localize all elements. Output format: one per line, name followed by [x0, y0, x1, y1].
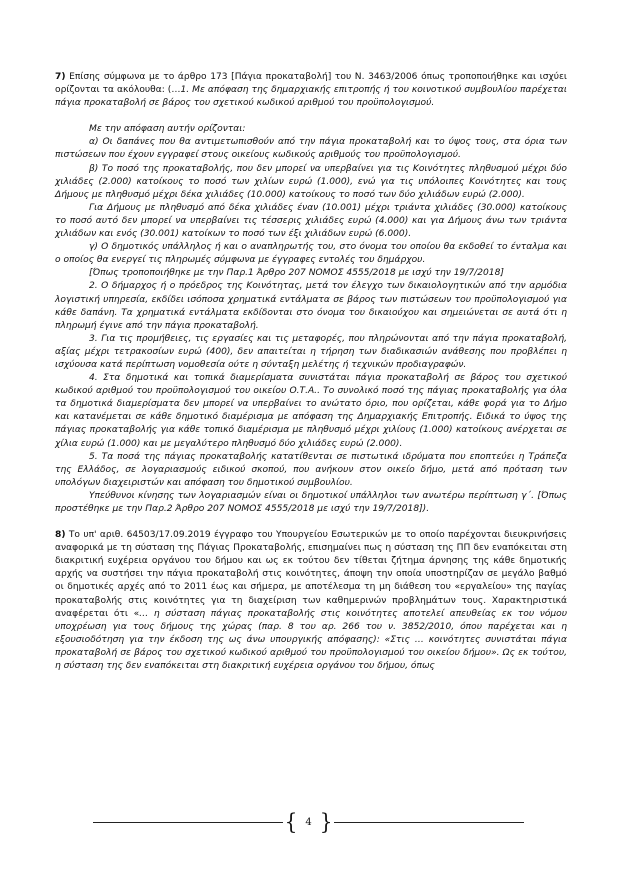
- item-8-paragraph: [55, 529, 567, 673]
- item-7-intro-text: Επίσης σύμφωνα με το άρθρο 173 [Πάγια προκαταβολή] του Ν. 3463/2006 όπως τροποποιήθηκε και ισχύει ορίζονται τα ακόλουθα: (…: [55, 72, 567, 96]
- footer-rule-left: [93, 822, 283, 823]
- item-7-para-3: β) Το ποσό της προκαταβολής, που δεν μπορεί να υπερβαίνει για τις Κοινότητες πληθυσμού μέχρι δύο χιλιάδες (2.000) κατοίκους το ποσό των χιλίων ευρώ (1.000), ενώ για τις υπόλοιπες Κοινότητες και τους Δήμους με πληθυσμό μέχρι δέκα χιλιάδες (10.000) κατοίκους το ποσό των δύο χιλιάδων ευρώ (2.000).: [55, 163, 567, 200]
- item-8-text: Το υπ' αριθ. 64503/17.09.2019 έγγραφο του Υπουργείου Εσωτερικών με το οποίο παρέχονται διευκρινήσεις αναφορικά με τη σύσταση της Πάγιας Προκαταβολής, επισημαίνει πως η σύσταση της ΠΠ δεν εναπόκειται στη διακριτική ευχέρεια οργάνου του δήμου και ως εκ τούτου δεν τίθεται ζήτημα άρνησης της κάθε δημοτικής αρχής να συστήσει την πάγια προκαταβολή στις κοινότητες, άποψη την οποία υποστηρίζαν σε μεγάλο βαθμό οι δημοτικές αρχές από το 2011 έως και σήμερα, με αποτέλεσμα τη μη διάθεση του «εργαλείου» της παγίας προκαταβολής στις κοινότητες για τη διαχείριση των καθημερινών προβλημάτων τους. Χαρακτηριστικά αναφέρεται ότι «: [55, 530, 567, 619]
- item-7-para-2: α) Οι δαπάνες που θα αντιμετωπισθούν από την πάγια προκαταβολή και το ύψος τους, στα όρια των πιστώσεων που έχουν εγγραφεί στους οικείους κωδικούς αριθμούς του προϋπολογισμού.: [55, 137, 567, 161]
- item-7-para-11: Υπεύθυνοι κίνησης των λογαριασμών είναι οι δημοτικοί υπάλληλοι των ανωτέρω περίπτωση γ΄. [Όπως προστέθηκε με την Παρ.2 Άρθρο 207 ΝΟΜΟΣ 4555/2018 με ισχύ την 19/7/2018]).: [55, 490, 567, 514]
- left-brace-ornament: {: [284, 808, 298, 836]
- item-7-number: 7): [55, 72, 66, 82]
- item-7-para-4: Για Δήμους με πληθυσμό από δέκα χιλιάδες έναν (10.001) μέχρι τριάντα χιλιάδες (30.000) κατοίκους το ποσό αυτό δεν μπορεί να υπερβαίνει τις τέσσερις χιλιάδες ευρώ (4.000) και για Δήμους άνω των τριάντα χιλιάδων και ενός (30.001) κατοίκων το ποσό των έξι χιλιάδων ευρώ (6.000).: [55, 202, 567, 240]
- item-8-quote: … η σύσταση πάγιας προκαταβολής στις κοινότητες αποτελεί απευθείας εκ του νόμου υποχρέωση για τους δήμους της χώρας (παρ. 8 του αρ. 266 του ν. 3852/2010, όπου παρέχεται και η εξουσιοδότηση για την έκδοση της ως άνω υπουργικής απόφασης): «Στις … κοινότητες συνιστάται πάγια προκαταβολή σε βάρος του σχετικού κωδικού αριθμού του προϋπολογισμού του οικείου δήμου». Ως εκ τούτου, η σύσταση της δεν εναπόκειται στη διακριτική ευχέρεια οργάνου του δήμου, όπως: [55, 608, 567, 672]
- item-7-para-8: 3. Για τις προμήθειες, τις εργασίες και τις μεταφορές, που πληρώνονται από την πάγια προκαταβολή, αξίας μέχρι τετρακοσίων ευρώ (400), δεν απαιτείται η τήρηση των διαδικασιών ανάθεσης που προβλέπει η ισχύουσα κατά περίπτωση νομοθεσία ούτε η σύνταξη μελέτης ή τεχνικών προδιαγραφών.: [55, 333, 567, 370]
- item-7-para-9: 4. Στα δημοτικά και τοπικά διαμερίσματα συνιστάται πάγια προκαταβολή σε βάρος του σχετικού κωδικού αριθμού του προϋπολογισμού του οικείου Ο.Τ.Α.. Το συνολικό ποσό της πάγιας προκαταβολής για όλα τα δημοτικά διαμερίσματα δεν μπορεί να υπερβαίνει το ανώτατο όριο, που ορίζεται, κάθε φορά για το Δήμο και κατανέμεται σε κάθε δημοτικό διαμέρισμα με απόφαση της Δημαρχιακής Επιτροπής. Ειδικά το ύψος της πάγιας προκαταβολής για κάθε τοπικό διαμέρισμα με πληθυσμό μέχρι χιλίους (1.000) κατοίκους ανέρχεται σε χίλια ευρώ (1.000) και με μεγαλύτερο πληθυσμό δύο χιλιάδες ευρώ (2.000).: [55, 373, 567, 449]
- item-7-para-7: 2. Ο δήμαρχος ή ο πρόεδρος της Κοινότητας, μετά τον έλεγχο των δικαιολογητικών από την αρμόδια λογιστική υπηρεσία, εκδίδει ισόποσα χρηματικά εντάλματα σε βάρος των πιστώσεων του προϋπολογισμού για κάθε δαπάνη. Τα χρηματικά εντάλματα εκδίδονται στο όνομα του δικαιούχου και σημειώνεται σε αυτά ότι η πληρωμή έγινε από την πάγια προκαταβολή.: [55, 281, 567, 331]
- item-7-intro: [55, 71, 567, 110]
- item-7-quote: 1. Με απόφαση της δημαρχιακής επιτροπής ή του κοινοτικού συμβουλίου παρέχεται πάγια προκαταβολή σε βάρος του σχετικού κωδικού αριθμού του προϋπολογισμού.: [55, 85, 567, 109]
- footer-rule-right: [334, 822, 524, 823]
- page-footer: [0, 808, 617, 836]
- item-7-para-5: γ) Ο δημοτικός υπάλληλος ή και ο αναπληρωτής του, στο όνομα του οποίου θα εκδοθεί το ένταλμα και ο οποίος θα ενεργεί τις πληρωμές σύμφωνα με έγγραφες εντολές του δημάρχου.: [55, 242, 567, 266]
- page-number: 4: [305, 816, 312, 828]
- item-7-para-10: 5. Τα ποσά της πάγιας προκαταβολής κατατίθενται σε πιστωτικά ιδρύματα που εποπτεύει η Τράπεζα της Ελλάδος, σε λογαριασμούς ειδικού σκοπού, που ανήκουν στον οικείο δήμο, μετά από πρόταση των υπολόγων διαχειριστών και απόφαση του δημοτικού συμβουλίου.: [55, 451, 567, 488]
- right-brace-ornament: }: [319, 808, 333, 836]
- item-7-para-6: [Όπως τροποποιήθηκε με την Παρ.1 Άρθρο 207 ΝΟΜΟΣ 4555/2018 με ισχύ την 19/7/2018]: [89, 268, 504, 279]
- item-7-para-1: Με την απόφαση αυτήν ορίζονται:: [89, 124, 246, 135]
- item-8-number: 8): [55, 530, 66, 541]
